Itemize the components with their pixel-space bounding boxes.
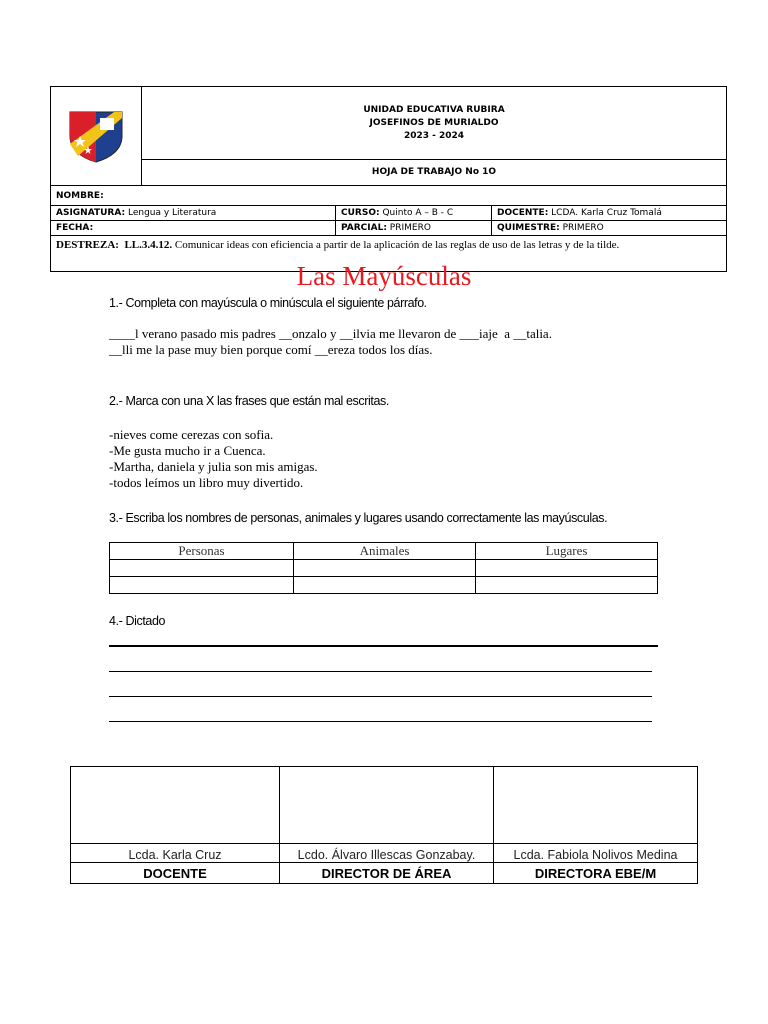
- q4-prompt: 4.- Dictado: [109, 614, 166, 628]
- dictation-line[interactable]: [109, 696, 652, 697]
- parcial-field: [336, 221, 492, 236]
- table-cell[interactable]: [476, 560, 658, 577]
- categories-table: [109, 542, 658, 594]
- sheet-title: HOJA DE TRABAJO No 1O: [142, 160, 727, 186]
- q3-prompt: 3.- Escriba los nombres de personas, animales y lugares usando correctamente las mayúsculas.: [109, 511, 608, 525]
- signatory-name-1: Lcda. Karla Cruz: [71, 844, 280, 863]
- q1-line-1[interactable]: ____l verano pasado mis padres __onzalo y __ilvia me llevaron de ___iaje a __talia.: [109, 326, 552, 341]
- signature-box-docente[interactable]: [71, 767, 280, 844]
- dictation-line[interactable]: [109, 671, 652, 672]
- school-shield-icon: [66, 106, 126, 164]
- signature-box-directora[interactable]: [494, 767, 698, 844]
- table-cell[interactable]: [476, 577, 658, 594]
- signatory-role-1: DOCENTE: [71, 863, 280, 884]
- docente-label: DOCENTE:: [497, 208, 549, 218]
- quimestre-value: PRIMERO: [562, 223, 604, 233]
- column-header-animales: Animales: [294, 543, 476, 560]
- dictation-line[interactable]: [109, 721, 652, 722]
- signature-table: [70, 766, 698, 884]
- table-cell[interactable]: [294, 560, 476, 577]
- header-table: [50, 86, 727, 272]
- q1-prompt-text: 1.- Completa con mayúscula o minúscula el siguiente párrafo: [109, 296, 424, 310]
- asignatura-label: ASIGNATURA:: [56, 208, 126, 218]
- dictation-line[interactable]: [109, 645, 658, 647]
- q1-prompt-period: .: [423, 296, 427, 310]
- signatory-role-3: DIRECTORA EBE/M: [494, 863, 698, 884]
- school-logo-cell: [51, 87, 142, 186]
- docente-value: LCDA. Karla Cruz Tomalá: [551, 208, 662, 218]
- curso-label: CURSO:: [341, 208, 380, 218]
- parcial-value: PRIMERO: [389, 223, 431, 233]
- nombre-field[interactable]: [51, 186, 727, 206]
- curso-value: Quinto A – B - C: [382, 208, 454, 218]
- column-header-lugares: Lugares: [476, 543, 658, 560]
- destreza-code: LL.3.4.12.: [124, 239, 173, 251]
- signatory-name-2: Lcdo. Álvaro Illescas Gonzabay.: [280, 844, 494, 863]
- fecha-field[interactable]: [51, 221, 336, 236]
- q2-item-3[interactable]: -Martha, daniela y julia son mis amigas.: [109, 459, 318, 474]
- table-cell[interactable]: [294, 577, 476, 594]
- school-name-block: [142, 87, 727, 160]
- curso-field: [336, 206, 492, 221]
- quimestre-label: QUIMESTRE:: [497, 223, 560, 233]
- signatory-role-2: DIRECTOR DE ÁREA: [280, 863, 494, 884]
- school-name: UNIDAD EDUCATIVA RUBIRA: [363, 104, 505, 115]
- q1-line-2[interactable]: __lli me la pase muy bien porque comí __ereza todos los días.: [109, 342, 433, 357]
- q1-prompt: [109, 296, 427, 311]
- school-name-2: JOSEFINOS DE MURIALDO: [369, 117, 499, 128]
- q2-prompt: 2.- Marca con una X las frases que están mal escritas.: [109, 394, 389, 408]
- column-header-personas: Personas: [110, 543, 294, 560]
- table-row: [110, 577, 658, 594]
- q2-item-2[interactable]: -Me gusta mucho ir a Cuenca.: [109, 443, 266, 458]
- q2-item-1[interactable]: -nieves come cerezas con sofia.: [109, 427, 274, 442]
- school-year: 2023 - 2024: [403, 130, 465, 141]
- nombre-label: NOMBRE:: [56, 190, 104, 201]
- table-cell[interactable]: [110, 577, 294, 594]
- destreza-text: Comunicar ideas con eficiencia a partir de la aplicación de las reglas de uso de las letras y de la tilde.: [174, 239, 620, 251]
- quimestre-field: [492, 221, 727, 236]
- q2-item-4[interactable]: -todos leímos un libro muy divertido.: [109, 475, 304, 490]
- asignatura-field: [51, 206, 336, 221]
- table-cell[interactable]: [110, 560, 294, 577]
- signatory-name-3: Lcda. Fabiola Nolivos Medina: [494, 844, 698, 863]
- signature-box-director[interactable]: [280, 767, 494, 844]
- asignatura-value: Lengua y Literatura: [127, 208, 217, 218]
- fecha-label: FECHA:: [56, 223, 94, 233]
- page-title: Las Mayúsculas: [296, 261, 472, 291]
- docente-field: [492, 206, 727, 221]
- parcial-label: PARCIAL:: [341, 223, 387, 233]
- table-row: [110, 560, 658, 577]
- destreza-label: DESTREZA:: [56, 239, 119, 251]
